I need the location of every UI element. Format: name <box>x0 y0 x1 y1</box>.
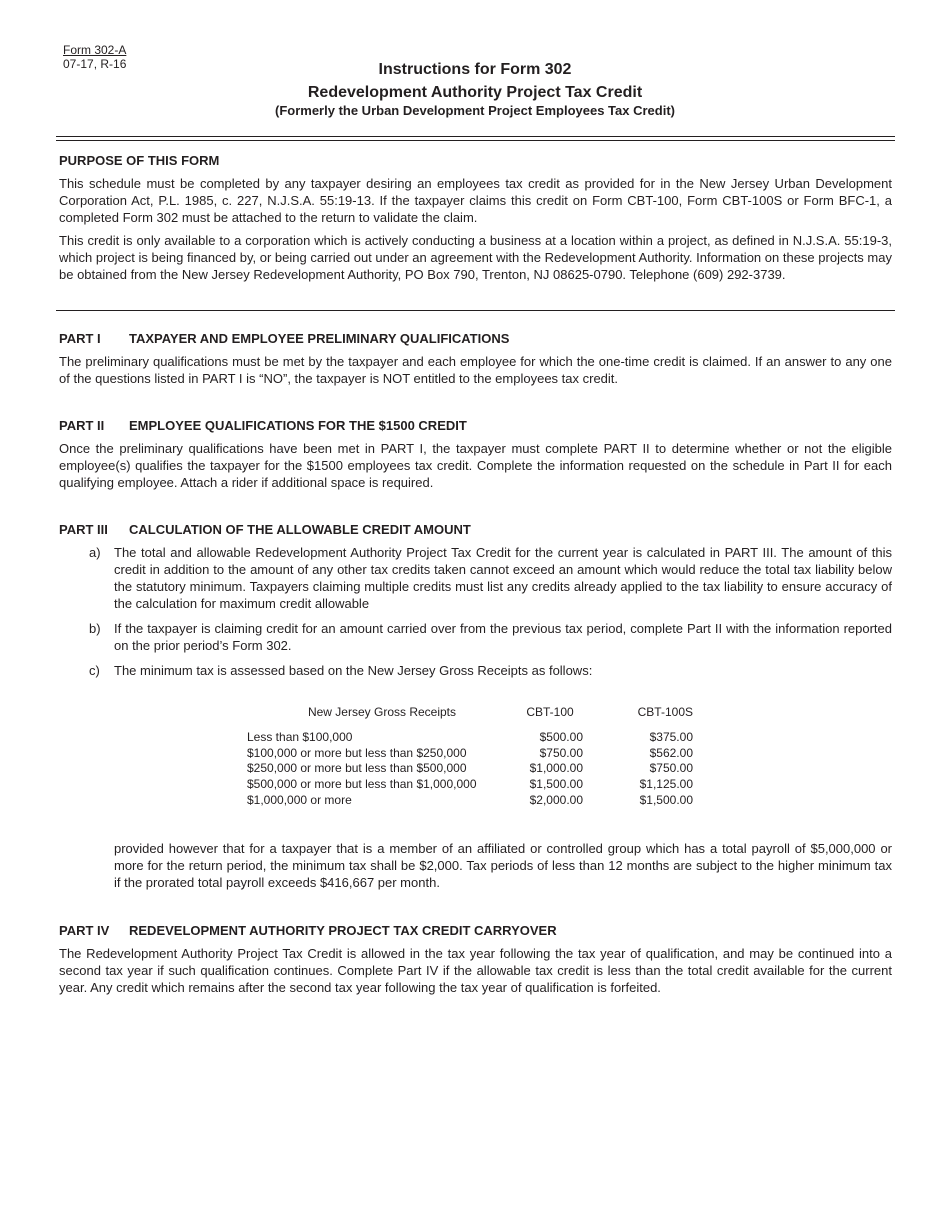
part3-item-b <box>89 620 892 654</box>
minimum-tax-note <box>114 840 892 897</box>
part4-label: PART IV <box>59 923 110 938</box>
part4-paragraph: The Redevelopment Authority Project Tax Credit is allowed in the tax year following the tax year of qualification, and may be continued into a second tax year if such qualification continues. Complete Part IV if the allowable tax credit is less than the total credit available for the current year. Any credit which remains after the second tax year following the tax year of qualification is forfeited. <box>59 946 892 995</box>
form-revision: 07-17, R-16 <box>63 57 127 71</box>
double-divider <box>56 136 895 141</box>
list-text: The total and allowable Redevelopment Authority Project Tax Credit for the current year is calculated in PART III. The amount of this credit in addition to the amount of any other tax credits taken cannot exceed an amount which would reduce the total tax liability below the statutory minimum. Taxpayers claiming multiple credits must list any credits already applied to the tax liability to ensure accuracy of the calculation for maximum credit allowable <box>114 545 892 611</box>
header-cbt-100s: CBT-100S <box>637 705 693 719</box>
cell-cbt-100s: $1,125.00 <box>639 777 693 792</box>
part3-heading <box>59 521 892 538</box>
header-cbt-100: CBT-100 <box>526 705 574 719</box>
list-text: The minimum tax is assessed based on the New Jersey Gross Receipts as follows: <box>114 663 593 678</box>
cell-cbt-100s: $375.00 <box>649 729 693 744</box>
table-header-row <box>247 705 693 730</box>
cell-receipts: $500,000 or more but less than $1,000,000 <box>247 777 477 792</box>
cell-cbt-100s: $1,500.00 <box>639 792 693 807</box>
part3-label: PART III <box>59 522 108 537</box>
cell-receipts: $250,000 or more but less than $500,000 <box>247 761 467 776</box>
part3-title: CALCULATION OF THE ALLOWABLE CREDIT AMOUNT <box>129 522 471 537</box>
part3-section <box>59 521 892 687</box>
section-divider <box>56 310 895 311</box>
part2-label: PART II <box>59 418 105 433</box>
part4-heading <box>59 922 892 939</box>
page-title: Instructions for Form 302 <box>378 61 572 78</box>
part2-section <box>59 417 892 497</box>
part1-section <box>59 330 892 393</box>
list-label: b) <box>89 621 101 636</box>
cell-cbt-100: $500.00 <box>539 729 583 744</box>
form-code: Form 302-A <box>63 43 127 57</box>
part3-item-c <box>89 662 892 679</box>
cell-cbt-100: $1,000.00 <box>529 761 583 776</box>
part2-heading <box>59 417 892 434</box>
list-label: a) <box>89 545 101 560</box>
cell-cbt-100s: $562.00 <box>649 745 693 760</box>
part1-label: PART I <box>59 331 101 346</box>
cell-receipts: Less than $100,000 <box>247 729 353 744</box>
list-label: c) <box>89 663 100 678</box>
page-former-name: (Formerly the Urban Development Project Employees Tax Credit) <box>275 103 675 118</box>
table-row <box>247 761 693 777</box>
header-gross-receipts: New Jersey Gross Receipts <box>307 705 457 719</box>
part4-title: REDEVELOPMENT AUTHORITY PROJECT TAX CREDIT CARRYOVER <box>129 923 557 938</box>
purpose-heading: PURPOSE OF THIS FORM <box>59 153 220 168</box>
cell-cbt-100: $750.00 <box>539 745 583 760</box>
part1-heading <box>59 330 892 347</box>
part2-paragraph: Once the preliminary qualifications have been met in PART I, the taxpayer must complete PART II to determine whether or not the eligible employee(s) qualifies the taxpayer for the $1500 employees tax credit. Complete the information requested on the schedule in Part II for each qualifying employee. Attach a rider if additional space is required. <box>59 441 892 490</box>
cell-cbt-100: $2,000.00 <box>529 792 583 807</box>
part4-section <box>59 922 892 1002</box>
cell-cbt-100: $1,500.00 <box>529 777 583 792</box>
purpose-paragraph-1: This schedule must be completed by any taxpayer desiring an employees tax credit as provided for in the New Jersey Urban Development Corporation Act, P.L. 1985, c. 227, N.J.S.A. 55:19-13. If the taxpayer claims this credit on Form CBT-100, Form CBT-100S or Form BFC-1, a completed Form 302 must be attached to the return to validate the claim. <box>59 176 892 225</box>
part3-item-a <box>89 544 892 612</box>
minimum-tax-table <box>247 705 693 809</box>
list-text: If the taxpayer is claiming credit for an amount carried over from the previous tax period, complete Part II with the information reported on the prior period’s Form 302. <box>114 621 892 653</box>
part2-title: EMPLOYEE QUALIFICATIONS FOR THE $1500 CREDIT <box>129 418 467 433</box>
table-row <box>247 793 693 809</box>
table-row <box>247 777 693 793</box>
note-paragraph: provided however that for a taxpayer that is a member of an affiliated or controlled group which has a total payroll of $5,000,000 or more for the return period, the minimum tax shall be $2,000. Tax periods of less than 12 months are subject to the higher minimum tax if the prorated total payroll exceeds $416,667 per month. <box>114 841 892 890</box>
part1-title: TAXPAYER AND EMPLOYEE PRELIMINARY QUALIFICATIONS <box>129 331 510 346</box>
cell-cbt-100s: $750.00 <box>649 761 693 776</box>
purpose-paragraph-2: This credit is only available to a corporation which is actively conducting a business at a location within a project, as defined in N.J.S.A. 55:19-3, which project is being financed by, or being carried out under an agreement with the Redevelopment Authority. Information on these projects may be obtained from the New Jersey Redevelopment Authority, PO Box 790, Trenton, NJ 08625-0790. Telephone (609) 292-3739. <box>59 233 892 282</box>
table-row <box>247 730 693 746</box>
part1-paragraph: The preliminary qualifications must be met by the taxpayer and each employee for which the one-time credit is claimed. If an answer to any one of the questions listed in PART I is “NO”, the taxpayer is NOT entitled to the employees tax credit. <box>59 354 892 386</box>
cell-receipts: $1,000,000 or more <box>247 792 352 807</box>
purpose-section <box>59 152 892 289</box>
page-subtitle: Redevelopment Authority Project Tax Credit <box>307 84 643 101</box>
table-row <box>247 746 693 762</box>
cell-receipts: $100,000 or more but less than $250,000 <box>247 745 467 760</box>
